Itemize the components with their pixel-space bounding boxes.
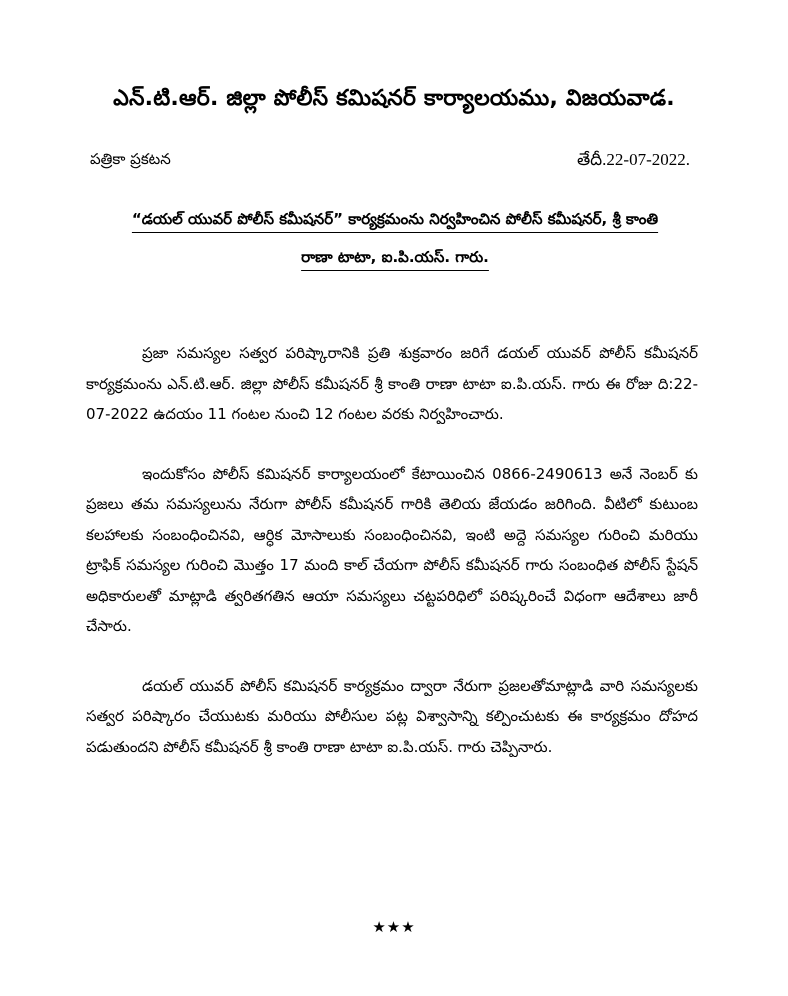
meta-row	[90, 150, 690, 174]
body-paragraph: ఇందుకోసం పోలీస్ కమిషనర్ కార్యాలయంలో కేటాయించిన 0866-2490613 అనే నెంబర్ కు ప్రజలు తమ సమస్యలును నేరుగా పోలీస్ కమీషనర్ గారికి తెలియ జేయడం జరిగింది. వీటిలో కుటుంబ కలహాలకు సంబంధించినవి, ఆర్ధిక మోసాలుకు సంబంధించినవి, ఇంటి అద్దె సమస్యల గురించి మరియు ట్రాఫిక్ సమస్యల గురించి మొత్తం 17 మంది కాల్ చేయగా పోలీస్ కమీషనర్ గారు సంబంధిత పోలీస్ స్టేషన్ అధికారులతో మాట్లాడి త్వరితగతిన ఆయా సమస్యలు చట్టపరిధిలో పరిష్కరించే విధంగా ఆదేశాలు జారీ చేసారు.	[86, 464, 698, 635]
body-text	[86, 338, 698, 791]
closing-stars: ★★★	[372, 918, 416, 936]
subject-line-2: రాణా టాటా, ఐ.పి.యస్. గారు.	[301, 248, 489, 266]
subject-line-1: “డయల్ యువర్ పోలీస్ కమీషనర్” కార్యక్రమంను నిర్వహించిన పోలీస్ కమీషనర్, శ్రీ కాంతి	[131, 210, 659, 228]
document-type: పత్రికా ప్రకటన	[90, 150, 171, 168]
office-title: ఎన్.టి.ఆర్. జిల్లా పోలీస్ కమిషనర్ కార్యాలయము, విజయవాడ.	[113, 86, 675, 111]
release-date: తేదీ.22-07-2022.	[576, 150, 690, 169]
subject-heading	[90, 200, 700, 276]
body-paragraph: డయల్ యువర్ పోలీస్ కమిషనర్ కార్యక్రమం ద్వారా నేరుగా ప్రజలతోమాట్లాడి వారి సమస్యలకు సత్వర పరిష్కారం చేయుటకు మరియు పోలీసుల పట్ల విశ్వాసాన్ని కల్పించుటకు ఈ కార్యక్రమం దోహద పడుతుందని పోలీస్ కమీషనర్ శ్రీ కాంతి రాణా టాటా ఐ.పి.యస్. గారు చెప్పినారు.	[86, 676, 698, 756]
body-paragraph: ప్రజా సమస్యల సత్వర పరిష్కారానికి ప్రతి శుక్రవారం జరిగే డయల్ యువర్ పోలీస్ కమీషనర్ కార్యక్రమంను ఎన్.టి.ఆర్. జిల్లా పోలీస్ కమీషనర్ శ్రీ కాంతి రాణా టాటా ఐ.పి.యస్. గారు ఈ రోజు ది:22-07-2022 ఉదయం 11 గంటల నుంచి 12 గంటల వరకు నిర్వహించారు.	[86, 344, 698, 423]
